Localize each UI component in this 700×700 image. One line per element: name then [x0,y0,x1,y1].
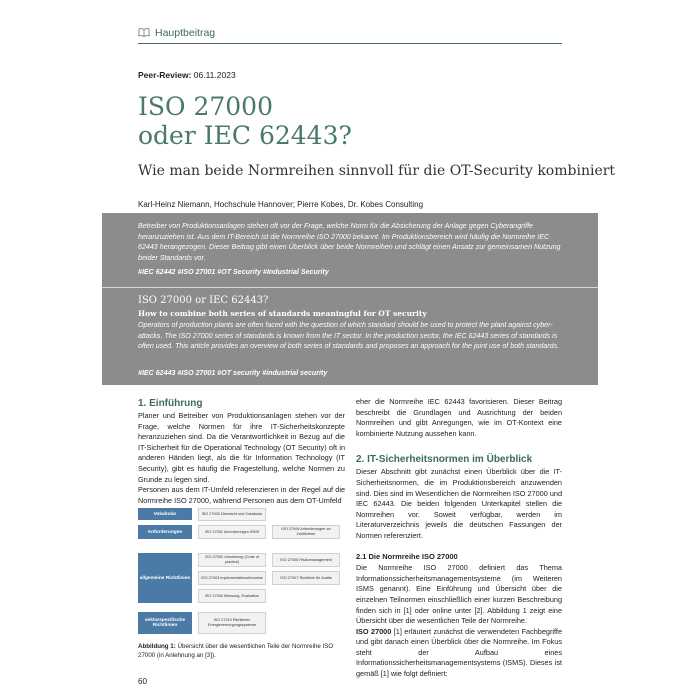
section-2-1-heading: 2.1 Die Normreihe ISO 27000 [356,551,458,561]
section-1-paragraph-1: Planer und Betreiber von Produktionsanlagen stehen vor der Frage, welche Normen für ihre IT-Sicherheitskonzepte heranzuziehen sind. Da die Verantwortlichkeit in Bezug auf die IT-Sicherheit für die Operational Technology (OT Security) oft in anderen Händen liegt, als die für Information Technology (IT Security), gibt es häufig die Fragestellung, welche Normen zu Grunde zu legen sind. [138,411,345,484]
english-title: ISO 27000 or IEC 62443? [138,295,269,306]
title-line-2: oder IEC 62443? [138,121,352,150]
caption-label: Abbildung 1: [138,643,176,650]
section-label: Hauptbeitrag [155,26,216,39]
keywords-english: #IEC 62443 #ISO 27001 #OT security #industrial security [138,369,328,377]
section-2-paragraph-1: Dieser Abschnitt gibt zunächst einen Überblick über die IT-Sicherheitsnormen, die im Produktionsbereich anzuwenden sind. Dies sind im Wesentlichen die Normreihen ISO 27000 und IEC 62443. Die beiden folgenden Unterkapitel stellen die Normreihen vor. Soweit verfügbar, werden im Literaturverzeichnis jeweils die deutschen Fassungen der Normen referenziert. [356,467,562,540]
left-column [138,397,345,506]
figure-label-vocabulary: Vokabular [138,508,192,520]
abstract-box [102,213,598,385]
figure-label-requirements: Anforderungen [138,525,192,539]
figure-box-iso27002: ISO 27002 Umsetzung (Code of practice) [198,553,266,567]
figure-label-general-guidelines: allgemeine Richtlinien [138,553,192,603]
figure-box-iso27000: ISO 27000 Übersicht und Vokabular [198,508,266,521]
section-1-paragraph-2: Personen aus dem IT-Umfeld referenzieren in der Regel auf die Normreihe ISO 27000, während Personen aus dem OT-Umfeld [138,485,345,505]
keywords-german: #IEC 62442 #ISO 27001 #OT Security #Industrial Security [138,268,329,276]
article-title [138,92,352,150]
authors: Karl-Heinz Niemann, Hochschule Hannover; Pierre Kobes, Dr. Kobes Consulting [138,200,424,209]
figure-caption [138,642,345,660]
peer-review-date: 06.11.2023 [193,70,236,80]
peer-review-label: Peer-Review: [138,70,192,80]
right-column [356,397,562,680]
figure-label-sector-guidelines: sektorspezifische Richtlinien [138,612,192,634]
caption-text: Übersicht über die wesentlichen Teile der Normreihe ISO 27000 (in Anlehnung an [3]). [138,643,334,659]
book-icon [138,27,150,37]
right-paragraph-1: eher die Normreihe IEC 62443 favorisieren. Dieser Beitrag beschreibt die Grundlagen und Ausrichtung der beiden Normreihen und gibt Anregungen, wie im OT-Kontext eine kombinierte Nutzung aussehen kann. [356,397,562,438]
figure-box-iso27004: ISO 27004 Messung, Evaluation [198,589,266,603]
figure-box-iso27003: ISO 27003 Implementationshinweise [198,571,266,585]
abstract-divider [102,287,598,288]
figure-box-iso27007: ISO 27007 Richtlinie für Audits [272,571,340,585]
title-line-1: ISO 27000 [138,92,273,121]
page-number: 60 [138,677,147,686]
english-subtitle: How to combine both series of standards meaningful for OT security [138,309,427,318]
abstract-english: Operators of production plants are often faced with the question of which standard should be used to protect the plant against cyber-attacks. The ISO 27000 series of standards is known from the IT sector. In the production sector, the IEC 62443 series of standards is often used. This article provides an overview of both series of standards and proposes an approach for the joint use of both standards. [138,321,560,350]
section-header [138,22,562,44]
iso27000-bold: ISO 27000 [356,626,392,636]
section-2-heading: 2. IT-Sicherheitsnormen im Überblick [356,454,533,466]
section-2-1-paragraph-1: Die Normreihe ISO 27000 definiert das Thema Informationssicherheitsmanagementsysteme (im Weiteren ISMS genannt). Eine Einführung und Übersicht über die einzelnen Teilnormen einschließlich einer kurzen Beschreibung finden sich in [1] oder online unter [2]. Abbildung 1 zeigt eine Übersicht über die wesentlichen Teile der Normreihe. [356,563,562,626]
figure-box-iso27019: ISO 27019 Richtlinien Energieversorgungssysteme [198,612,266,634]
section-2-1-paragraph-2-text: [1] erläutert zunächst die verwendeten Fachbegriffe und gibt danach einen Überblick über die Normreihe. Im Fokus steht der Aufbau eines Informationssicherheitsmanagementsystems (ISMS). Dieses ist gemäß [1] wie folgt definiert: [356,626,563,679]
figure-1 [138,508,345,634]
peer-review-line [138,70,236,80]
figure-box-iso27001: ISO 27001 Anforderungen ISMS [198,525,266,539]
section-2-1-paragraph-2 [356,627,562,680]
figure-box-iso27005: ISO 27005 Risikomanagement [272,553,340,567]
article-subtitle: Wie man beide Normreihen sinnvoll für die OT-Security kombiniert [138,163,616,179]
section-1-heading: 1. Einführung [138,398,203,409]
figure-box-iso27006: ISO 27006 Anforderungen an Zertifizierer [272,525,340,539]
abstract-german: Betreiber von Produktionsanlagen stehen oft vor der Frage, welche Norm für die Absicherung der Anlage gegen Cyberangriffe heranzuziehen ist. Aus dem IT-Bereich ist die Normreihe ISO 27000 bekannt. Im Produktionsbereich wird häufig die Normreihe IEC 62443 herangezogen. Dieser Beitrag gibt einen Überblick über beide Normreihen und schlägt einen Ansatz zur gemeinsamen Nutzung beider Standards vor. [138,222,561,262]
